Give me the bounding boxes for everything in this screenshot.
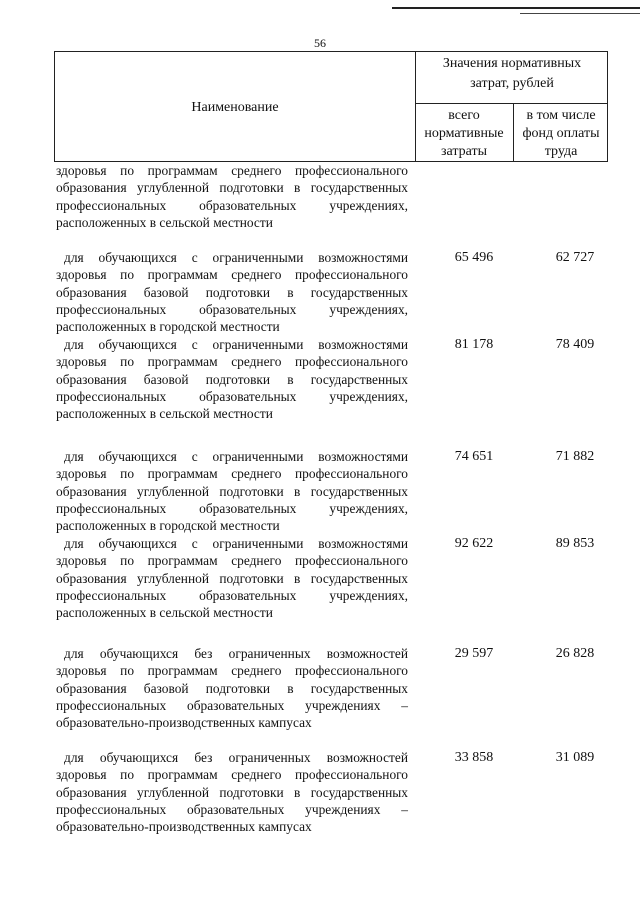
row-fot: 26 828 — [555, 646, 595, 661]
row-total: 74 651 — [454, 449, 494, 464]
row-name: для обучающихся без ограниченных возможностей здоровья по программам среднего профессионального образования углубленной подготовки в государственных профессиональных образовательных учреждениях – образовательно-производственных кампусах — [56, 750, 408, 835]
row-total: 81 178 — [454, 337, 494, 352]
table-row — [56, 249, 636, 335]
row-name: для обучающихся с ограниченными возможностями здоровья по программам среднего профессионального образования углубленной подготовки в государственных профессиональных образовательных учреждениях, расположенных в городской местности — [56, 449, 408, 534]
column-header-values: Значения нормативных затрат, рублей — [442, 56, 582, 91]
column-header-fot: в том числе фонд оплаты труда — [522, 108, 600, 159]
page-number: 56 — [314, 36, 326, 50]
header-divider — [415, 103, 607, 104]
table-row — [56, 535, 636, 621]
column-header-total: всего нормативные затраты — [424, 108, 504, 159]
table-row — [56, 162, 636, 231]
row-fot: 78 409 — [555, 337, 595, 352]
column-header-name: Наименование — [191, 99, 279, 115]
table-header — [54, 51, 608, 162]
top-rule — [392, 7, 640, 9]
row-name: для обучающихся с ограниченными возможностями здоровья по программам среднего профессионального образования базовой подготовки в государственных профессиональных образовательных учреждениях, расположенных в сельской местности — [56, 337, 408, 422]
table-row — [56, 448, 636, 534]
row-name: здоровья по программам среднего профессионального образования углубленной подготовки в государственных профессиональных образовательных учреждениях, расположенных в сельской местности — [56, 163, 408, 230]
row-fot: 71 882 — [555, 449, 595, 464]
row-name: для обучающихся с ограниченными возможностями здоровья по программам среднего профессионального образования углубленной подготовки в государственных профессиональных образовательных учреждениях, расположенных в сельской местности — [56, 536, 408, 621]
row-total: 29 597 — [454, 646, 494, 661]
table-row — [56, 645, 636, 731]
row-fot: 62 727 — [555, 250, 595, 265]
row-total: 65 496 — [454, 250, 494, 265]
top-rule-secondary — [520, 13, 640, 14]
row-fot: 31 089 — [555, 750, 595, 765]
row-total: 33 858 — [454, 750, 494, 765]
row-name: для обучающихся с ограниченными возможностями здоровья по программам среднего профессионального образования базовой подготовки в государственных профессиональных образовательных учреждениях, расположенных в городской местности — [56, 250, 408, 335]
table-row — [56, 336, 636, 422]
row-name: для обучающихся без ограниченных возможностей здоровья по программам среднего профессионального образования базовой подготовки в государственных профессиональных образовательных учреждениях – образовательно-производственных кампусах — [56, 646, 408, 731]
table-row — [56, 749, 636, 835]
row-total: 92 622 — [454, 536, 494, 551]
row-fot: 89 853 — [555, 536, 595, 551]
